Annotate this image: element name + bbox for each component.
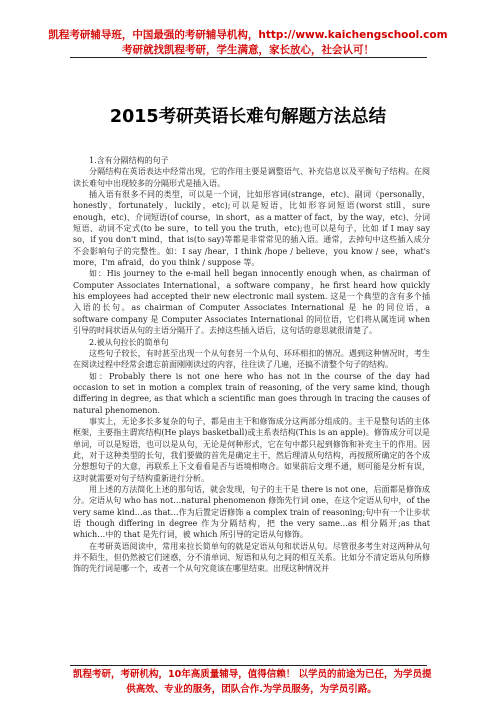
header-line-2: 考研就找凯程考研，学生满意，家长放心，社会认可！ bbox=[122, 44, 374, 56]
footer-line-1: 凯程考研，考研机构，10年高质量辅导，值得信赖！ 以学员的前途为已任，为学员提 bbox=[73, 669, 432, 680]
paragraph: 用上述的方法简化上述的那句话，就会发现，句子的主干是 there is not one，后面都是修饰成分。定语从句 who has not…natural phenomenon 修饰先行词 one，在这个定语从句中，of the very same kind…as that…作为后置定语修饰 a complex train of reasoning;句中有一个让步状语 though differing in degree 作为分隔结构，把 the very same…as 相分隔开;as that which…中的 that 是先行词，被 which 所引导的定语从句修饰。 bbox=[73, 484, 430, 540]
paragraph: 如：His journey to the e-mail hell began innocently enough when, as chairman of Computer Associates International，a software company，he first heard how quickly his employees had accepted their new electronic mail system. 这是一个典型的含有多个插入语的长句。as chairman of Computer Associates International 是 he 的同位语，a software company 是 Computer Associates International 的同位语，它们将从属连词 when 引导的时间状语从句的主语分隔开了。去掉这些插入语后，这句话的意思就很清楚了。 bbox=[73, 269, 430, 336]
header-divider bbox=[70, 57, 427, 58]
header-line-1: 凯程考研辅导班，中国最强的考研辅导机构，http://www.kaichengschool.com bbox=[48, 29, 448, 41]
paragraph: 插入语有很多不同的类型，可以是一个词，比如形容词(strange，etc)、副词（personally，honestly，fortunately，luckily，etc);可以是短语，比如形容词短语(worst still，sure enough，etc)、介词短语(of course，in short，as a matter of fact，by the way，etc)、分词短语、动词不定式(to be sure，to tell you the truth，etc);也可以是句子，比如 if I may say so，if you don't mind，that is(to say)等都是非常常见的插入语。通常，去掉句中这些插入成分不会影响句子的完整性。如：I say /hear，I think /hope / believe，you know / see，what's more，I'm afraid，do you think / suppose 等。 bbox=[73, 190, 430, 268]
paragraph: 在考研英语阅读中，常用来拉长简单句的就是定语从句和状语从句。尽管很多考生对这两种从句并不陌生，但仍然被它们迷惑，分不清单词、短语和从句之间的相互关系。比如分不清定语从句所修饰的先行词是哪一个，或者一个从句究竟该在哪里结束。出现这种情况并 bbox=[73, 541, 430, 574]
footer-line-2: 供高效、专业的服务，团队合作.为学员服务，为学员引路。 bbox=[126, 684, 377, 695]
document-body bbox=[73, 155, 430, 575]
section-heading-1: 1.含有分隔结构的句子 bbox=[89, 156, 169, 165]
paragraph: 事实上，无论多长多复杂的句子，都是由主干和修饰成分这两部分组成的。主干是整句话的主体框架，主要指主谓宾结构(He plays basketball)或主系表结构(This is an apple)。修饰成分可以是单词，可以是短语，也可以是从句，无论是何种形式，它在句中都只起到修饰和补充主干的作用。因此，对于这种类型的长句，我们要做的首先是确定主干，然后理清从句结构，再按照所确定的各个成分想想句子的大意，再联系上下文看看是否与语境相吻合。如果前后文理不通，则可能是分析有误，这时就需要对句子结构重新进行分析。 bbox=[73, 416, 430, 483]
paragraph: 这些句子较长，有时甚至出现一个从句套另一个从句、环环相扣的情况。遇到这种情况时，考生在阅读过程中经常会遗忘前面刚刚读过的内容，往往读了几遍，还搞不清整个句子的结构。 bbox=[73, 348, 430, 370]
page-title: 2015考研英语长难句解题方法总结 bbox=[109, 107, 387, 127]
paragraph: 如：Probably there is not one here who has not in the course of the day had occasion to set in motion a complex train of reasoning, of the very same kind, though differing in degree, as that which a scientific man goes through in tracing the causes of natural phenomenon. bbox=[73, 371, 430, 415]
paragraph: 分隔结构在英语表达中经常出现，它的作用主要是调整语气、补充信息以及平衡句子结构。在阅读长难句中出现较多的分隔形式是插入语。 bbox=[73, 167, 430, 188]
section-heading-2: 2.被从句拉长的简单句 bbox=[89, 337, 169, 347]
